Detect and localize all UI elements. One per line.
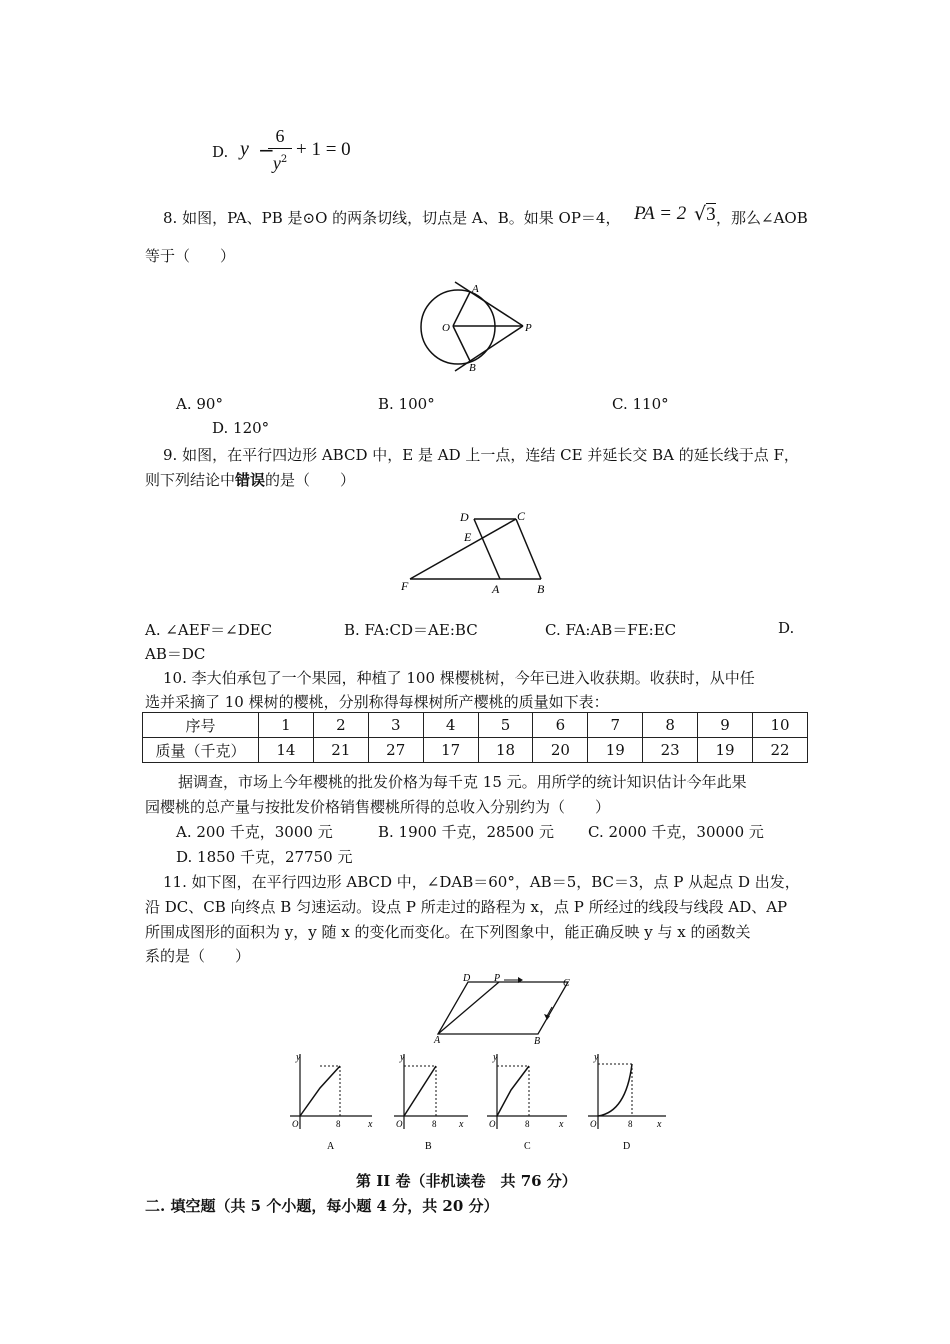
q7-expr-tail: + 1 = 0 xyxy=(296,139,351,160)
q10-index-cell: 3 xyxy=(368,713,423,738)
q8-line1-post: ，那么∠AOB xyxy=(716,209,808,227)
q10-mass-cell: 17 xyxy=(423,738,478,763)
table-row xyxy=(143,713,808,738)
q8-sqrt-arg: 3 xyxy=(706,204,716,225)
graph-curve xyxy=(404,1066,436,1116)
graph-option-label: B xyxy=(425,1141,432,1152)
graph-label-o: O xyxy=(590,1119,597,1129)
graph-label-x: x xyxy=(559,1119,564,1130)
q7-fraction-numerator: 6 xyxy=(275,126,285,146)
graph-curve xyxy=(300,1066,340,1116)
q10-mass-cell: 23 xyxy=(643,738,698,763)
q8-option-d: D. 120° xyxy=(212,419,270,437)
graph-label-8: 8 xyxy=(336,1119,341,1129)
q10-index-cell: 4 xyxy=(423,713,478,738)
q8-option-b: B. 100° xyxy=(378,395,435,413)
q8-label-p: P xyxy=(525,322,532,334)
q10-mass-cell: 22 xyxy=(753,738,808,763)
q7-den-y: y xyxy=(272,153,281,173)
q11-graph-a xyxy=(280,1046,380,1156)
q9-label-e: E xyxy=(464,530,472,544)
q9-option-d-cont: AB＝DC xyxy=(145,645,206,663)
q9-line-da xyxy=(474,519,500,579)
q9-line-fc xyxy=(410,519,516,579)
q11-label-a: A xyxy=(434,1035,441,1046)
graph-label-o: O xyxy=(292,1119,299,1129)
q8-label-a: A xyxy=(472,283,479,295)
q11-line2: 沿 DC、CB 向终点 B 匀速运动。设点 P 所走过的路程为 x，点 P 所经过的线段与线段 AD、AP xyxy=(145,898,788,916)
q7-den-exp: 2 xyxy=(280,154,288,165)
graph-label-y: y xyxy=(493,1052,498,1063)
q10-header-label: 序号 xyxy=(143,713,259,738)
q8-tangent-pa xyxy=(455,282,523,326)
q10-index-cell: 1 xyxy=(259,713,314,738)
q9-label-b: B xyxy=(537,582,545,596)
q10-mass-cell: 19 xyxy=(698,738,753,763)
q10-para2: 园樱桃的总产量与按批发价格销售樱桃所得的总收入分别约为（ ） xyxy=(145,798,611,816)
q9-option-d: D. xyxy=(778,619,795,637)
graph-option-label: A xyxy=(327,1141,335,1152)
q10-index-cell: 10 xyxy=(753,713,808,738)
q9-line2-bold: 错误 xyxy=(235,471,266,489)
q10-mass-cell: 14 xyxy=(259,738,314,763)
q8-sqrt xyxy=(694,203,716,226)
q9-line2-post: 的是（ ） xyxy=(265,471,356,489)
graph-label-8: 8 xyxy=(628,1119,633,1129)
q10-mass-cell: 18 xyxy=(478,738,533,763)
q10-option-c: C. 2000 千克，30000 元 xyxy=(588,823,764,841)
q10-mass-cell: 19 xyxy=(588,738,643,763)
q8-label-b: B xyxy=(469,362,476,374)
graph-curve xyxy=(598,1064,632,1116)
q10-index-cell: 6 xyxy=(533,713,588,738)
q11-line1: 11. 如下图，在平行四边形 ABCD 中，∠DAB＝60°，AB＝5，BC＝3，点 P 从起点 D 出发， xyxy=(163,873,800,891)
graph-label-8: 8 xyxy=(432,1119,437,1129)
graph-curve xyxy=(497,1066,529,1116)
graph-option-label: D xyxy=(623,1141,631,1152)
graph-label-y: y xyxy=(296,1052,301,1063)
table-row xyxy=(143,738,808,763)
q10-index-cell: 7 xyxy=(588,713,643,738)
q7-expr-y: y xyxy=(240,138,249,160)
q9-line2 xyxy=(145,469,355,490)
q10-mass-cell: 21 xyxy=(313,738,368,763)
q9-label-d: D xyxy=(460,510,469,524)
q9-figure xyxy=(398,506,558,598)
part2-title: 第 II 卷（非机读卷 共 76 分） xyxy=(356,1172,577,1190)
q10-mass-cell: 20 xyxy=(533,738,588,763)
q11-parallelogram xyxy=(438,982,568,1034)
graph-label-x: x xyxy=(657,1119,662,1130)
q8-line1-pre: 8. 如图，PA、PB 是⊙O 的两条切线，切点是 A、B。如果 OP＝4， xyxy=(163,209,621,227)
q9-line-cb xyxy=(516,519,541,579)
q10-table xyxy=(142,712,808,763)
q11-graph-c xyxy=(477,1046,577,1156)
q10-index-cell: 5 xyxy=(478,713,533,738)
q11-line3: 所围成图形的面积为 y，y 随 x 的变化而变化。在下列图象中，能正确反映 y 与 x 的函数关 xyxy=(145,923,751,941)
q9-option-a: A. ∠AEF＝∠DEC xyxy=(145,621,273,639)
q8-option-c: C. 110° xyxy=(612,395,669,413)
q9-label-c: C xyxy=(517,509,526,523)
fill-section-title: 二. 填空题（共 5 个小题，每小题 4 分，共 20 分） xyxy=(145,1197,499,1215)
q8-figure xyxy=(405,278,545,378)
q8-option-a: A. 90° xyxy=(176,395,223,413)
q8-tangent-pb xyxy=(455,326,523,371)
graph-label-o: O xyxy=(396,1119,403,1129)
q9-option-c: C. FA:AB＝FE:EC xyxy=(545,621,677,639)
q10-mass-cell: 27 xyxy=(368,738,423,763)
q7-option-d-label: D. xyxy=(212,143,229,161)
q9-label-f: F xyxy=(401,579,409,593)
q10-index-cell: 9 xyxy=(698,713,753,738)
q10-line2: 选并采摘了 10 棵树的樱桃，分别称得每棵树所产樱桃的质量如下表： xyxy=(145,693,609,711)
q11-line4: 系的是（ ） xyxy=(145,947,251,965)
sqrt-icon: √ xyxy=(694,203,707,225)
q7-expr-minus: − xyxy=(258,138,275,162)
q8-label-o: O xyxy=(442,322,450,334)
q10-option-d: D. 1850 千克，27750 元 xyxy=(176,848,353,866)
graph-label-x: x xyxy=(368,1119,373,1130)
q9-option-b: B. FA:CD＝AE:BC xyxy=(344,621,478,639)
q10-option-a: A. 200 千克，3000 元 xyxy=(176,823,333,841)
q7-fraction-denominator xyxy=(268,149,292,175)
q11-graph-b xyxy=(378,1046,478,1156)
q8-line2: 等于（ ） xyxy=(145,247,236,265)
q10-option-b: B. 1900 千克，28500 元 xyxy=(378,823,554,841)
graph-label-y: y xyxy=(594,1052,599,1063)
graph-label-x: x xyxy=(459,1119,464,1130)
graph-label-y: y xyxy=(400,1052,405,1063)
q8-pa-math: PA = 2 xyxy=(634,203,687,224)
q10-index-cell: 8 xyxy=(643,713,698,738)
graph-option-label: C xyxy=(524,1141,531,1152)
q9-line1: 9. 如图，在平行四边形 ABCD 中，E 是 AD 上一点，连结 CE 并延长交 BA 的延长线于点 F， xyxy=(163,446,799,464)
q11-label-d: D xyxy=(463,973,471,984)
q8-line-ob xyxy=(453,326,470,361)
q11-graph-d xyxy=(576,1046,676,1156)
q10-index-cell: 2 xyxy=(313,713,368,738)
q10-para1: 据调查，市场上今年樱桃的批发价格为每千克 15 元。用所学的统计知识估计今年此果 xyxy=(178,773,747,791)
q8-line-oa xyxy=(453,292,470,326)
q11-label-c: C xyxy=(563,978,570,989)
q11-label-b: B xyxy=(534,1036,541,1047)
q10-line1: 10. 李大伯承包了一个果园，种植了 100 棵樱桃树，今年已进入收获期。收获时，从中任 xyxy=(163,669,755,687)
q10-row-label: 质量（千克） xyxy=(143,738,259,763)
q7-fraction xyxy=(268,126,292,175)
q9-line2-pre: 则下列结论中 xyxy=(145,471,236,489)
q11-line-ap xyxy=(438,982,499,1034)
graph-label-8: 8 xyxy=(525,1119,530,1129)
q11-label-p: P xyxy=(494,973,501,984)
q9-label-a: A xyxy=(492,582,500,596)
graph-label-o: O xyxy=(489,1119,496,1129)
q11-parallelogram-figure xyxy=(430,972,580,1048)
